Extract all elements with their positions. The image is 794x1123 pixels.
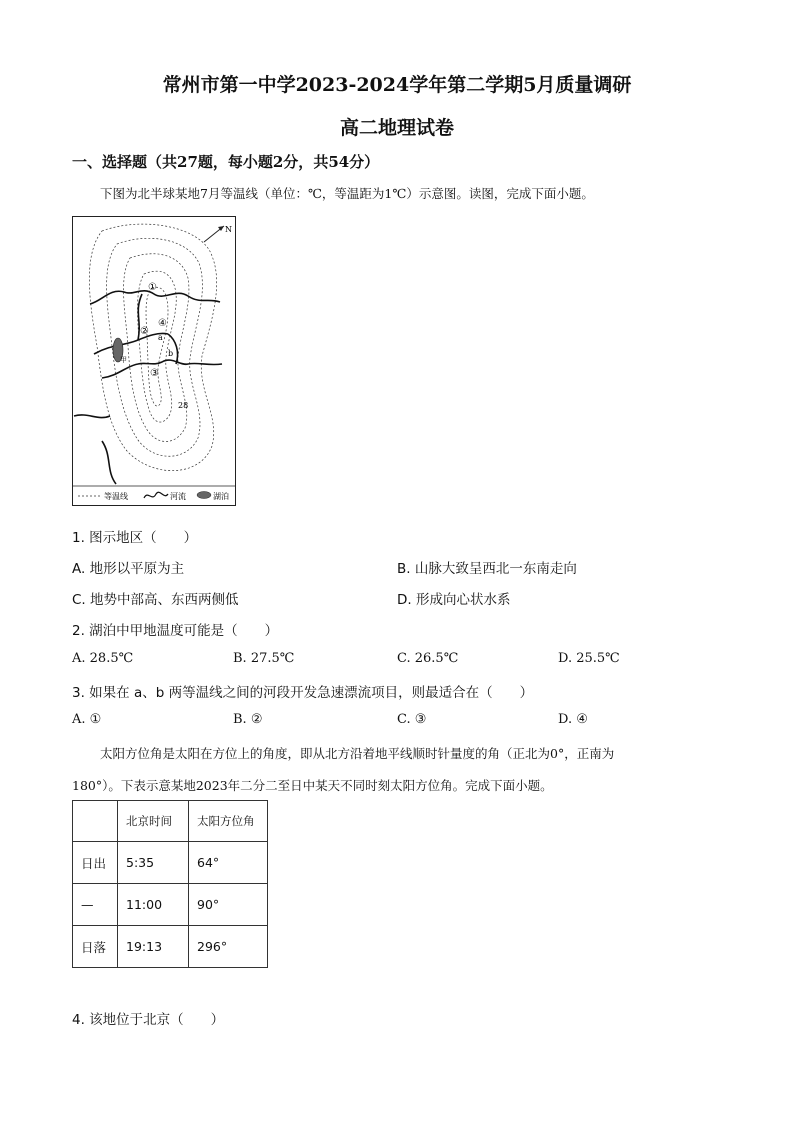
table-cell: — — [73, 884, 118, 926]
point-a: a — [158, 333, 163, 342]
q2-option-a[interactable]: A. 28.5℃ — [72, 651, 134, 666]
sun-azimuth-table — [72, 800, 268, 968]
table-cell: 19:13 — [118, 926, 189, 968]
isotherm-value: 28 — [178, 401, 189, 410]
q2-option-c[interactable]: C. 26.5℃ — [397, 651, 459, 666]
question-3: 3. 如果在 a、b 两等温线之间的河段开发急速漂流项目，则最适合在（ ） — [72, 685, 534, 701]
page-title: 常州市第一中学2023-2024学年第二学期5月质量调研 — [162, 74, 632, 96]
north-label: N — [225, 225, 232, 234]
table-header-cell — [73, 801, 118, 842]
table-row — [73, 884, 268, 926]
table-cell: 5:35 — [118, 842, 189, 884]
marker-1: ① — [148, 282, 157, 293]
question-4: 4. 该地位于北京（ ） — [72, 1012, 225, 1028]
marker-4: ④ — [158, 318, 167, 329]
q3-option-d[interactable]: D. ④ — [558, 712, 588, 727]
table-cell: 日出 — [73, 842, 118, 884]
question-1: 1. 图示地区（ ） — [72, 530, 198, 546]
marker-2: ② — [140, 326, 149, 337]
table-row — [73, 926, 268, 968]
intro-text-1: 下图为北半球某地7月等温线（单位：℃，等温距为1℃）示意图。读图，完成下面小题。 — [100, 186, 594, 201]
q2-option-d[interactable]: D. 25.5℃ — [558, 651, 620, 666]
legend-lake: 湖泊 — [213, 492, 229, 501]
point-b: b — [168, 349, 174, 358]
page-subtitle: 高二地理试卷 — [339, 117, 454, 139]
marker-3: ③ — [150, 368, 159, 379]
lake-label: 甲 — [120, 356, 127, 364]
table-cell: 11:00 — [118, 884, 189, 926]
table-cell: 日落 — [73, 926, 118, 968]
q3-option-a[interactable]: A. ① — [72, 712, 102, 727]
q3-option-c[interactable]: C. ③ — [397, 712, 427, 727]
table-row — [73, 842, 268, 884]
question-2: 2. 湖泊中甲地温度可能是（ ） — [72, 623, 279, 639]
legend-isotherm: 等温线 — [104, 492, 128, 501]
section-heading: 一、选择题（共27题，每小题2分，共54分） — [72, 153, 380, 171]
q2-option-b[interactable]: B. 27.5℃ — [233, 651, 295, 666]
table-cell: 296° — [189, 926, 268, 968]
table-cell: 90° — [189, 884, 268, 926]
intro-text-2-line-2: 180°）。下表示意某地2023年二分二至日中某天不同时刻太阳方位角。完成下面小题。 — [72, 778, 553, 793]
table-header-row — [73, 801, 268, 842]
q3-option-b[interactable]: B. ② — [233, 712, 263, 727]
q1-option-d[interactable]: D. 形成向心状水系 — [397, 592, 511, 608]
table-cell: 64° — [189, 842, 268, 884]
q1-option-b[interactable]: B. 山脉大致呈西北一东南走向 — [397, 561, 577, 577]
table-header-cell: 太阳方位角 — [189, 801, 268, 842]
q1-option-c[interactable]: C. 地势中部高、东西两侧低 — [72, 592, 239, 608]
q1-option-a[interactable]: A. 地形以平原为主 — [72, 561, 185, 577]
isotherm-map — [72, 216, 236, 506]
table-header-cell: 北京时间 — [118, 801, 189, 842]
intro-text-2-line-1: 太阳方位角是太阳在方位上的角度，即从北方沿着地平线顺时针量度的角（正北为0°，正南为 — [100, 746, 615, 761]
legend-river: 河流 — [170, 492, 186, 501]
